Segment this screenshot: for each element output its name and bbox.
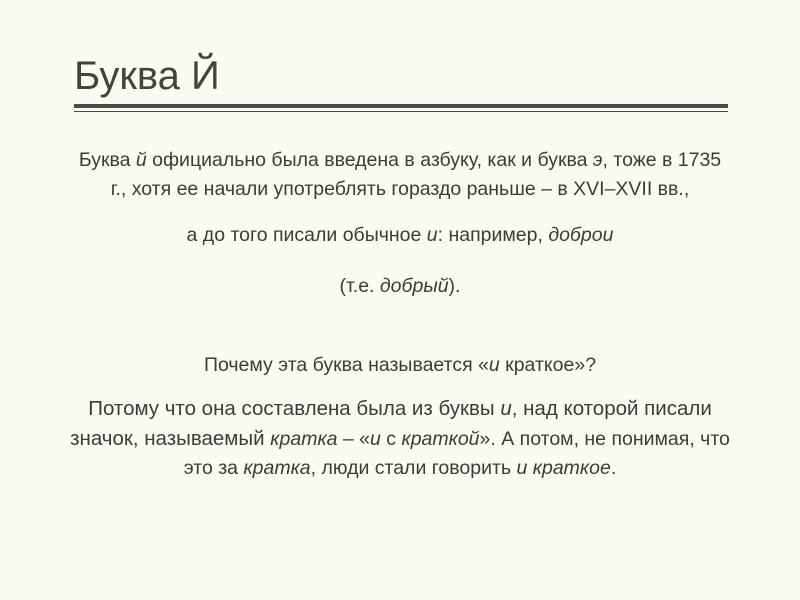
italic-letter: и <box>500 397 512 420</box>
text-run: официально была введена в азбуку, как и буква <box>146 149 593 171</box>
text-run: , люди стали говорить <box>310 457 517 479</box>
italic-word: кратка <box>270 428 338 450</box>
italic-word: добрый <box>379 275 449 297</box>
italic-letter: и <box>488 354 500 376</box>
text-run: Почему эта буква называется « <box>203 354 489 376</box>
paragraph-introduction <box>70 146 730 204</box>
text-run: Потому что она составлена была из буквы <box>88 397 501 420</box>
text-run: краткое»? <box>499 354 597 376</box>
text-run: Буква <box>78 149 136 171</box>
text-run: . <box>610 457 617 479</box>
text-run: , тоже в 1735 г., хотя ее начали употреблять гораздо раньше – в XVI–XVII вв., <box>110 149 722 200</box>
text-run: а до того писали обычное <box>186 224 427 246</box>
title-underline-thick <box>74 104 728 108</box>
paragraph-answer <box>70 394 730 483</box>
slide-title: Буква Й <box>74 54 220 98</box>
text-run: : например, <box>437 224 549 246</box>
italic-word: и краткое <box>516 457 611 479</box>
text-run: , над которой писали значок, называемый <box>70 397 712 450</box>
italic-word: кратка <box>243 457 311 479</box>
italic-letter: э <box>592 149 603 171</box>
paragraph-clarification <box>70 272 730 301</box>
text-run: ). <box>448 275 461 297</box>
italic-letter: и <box>370 428 381 450</box>
slide-body <box>70 146 730 483</box>
title-underline-thin <box>74 111 728 112</box>
text-run: с <box>380 428 402 450</box>
paragraph-example <box>70 221 730 250</box>
paragraph-question <box>70 351 730 380</box>
italic-word: доброи <box>548 224 614 246</box>
italic-word: краткой <box>401 428 480 450</box>
text-run: – « <box>337 428 371 450</box>
italic-letter: й <box>135 149 147 171</box>
italic-letter: и <box>426 224 438 246</box>
text-run: ». А потом, не понимая, что это за <box>183 428 730 479</box>
text-run: (т.е. <box>339 275 380 297</box>
